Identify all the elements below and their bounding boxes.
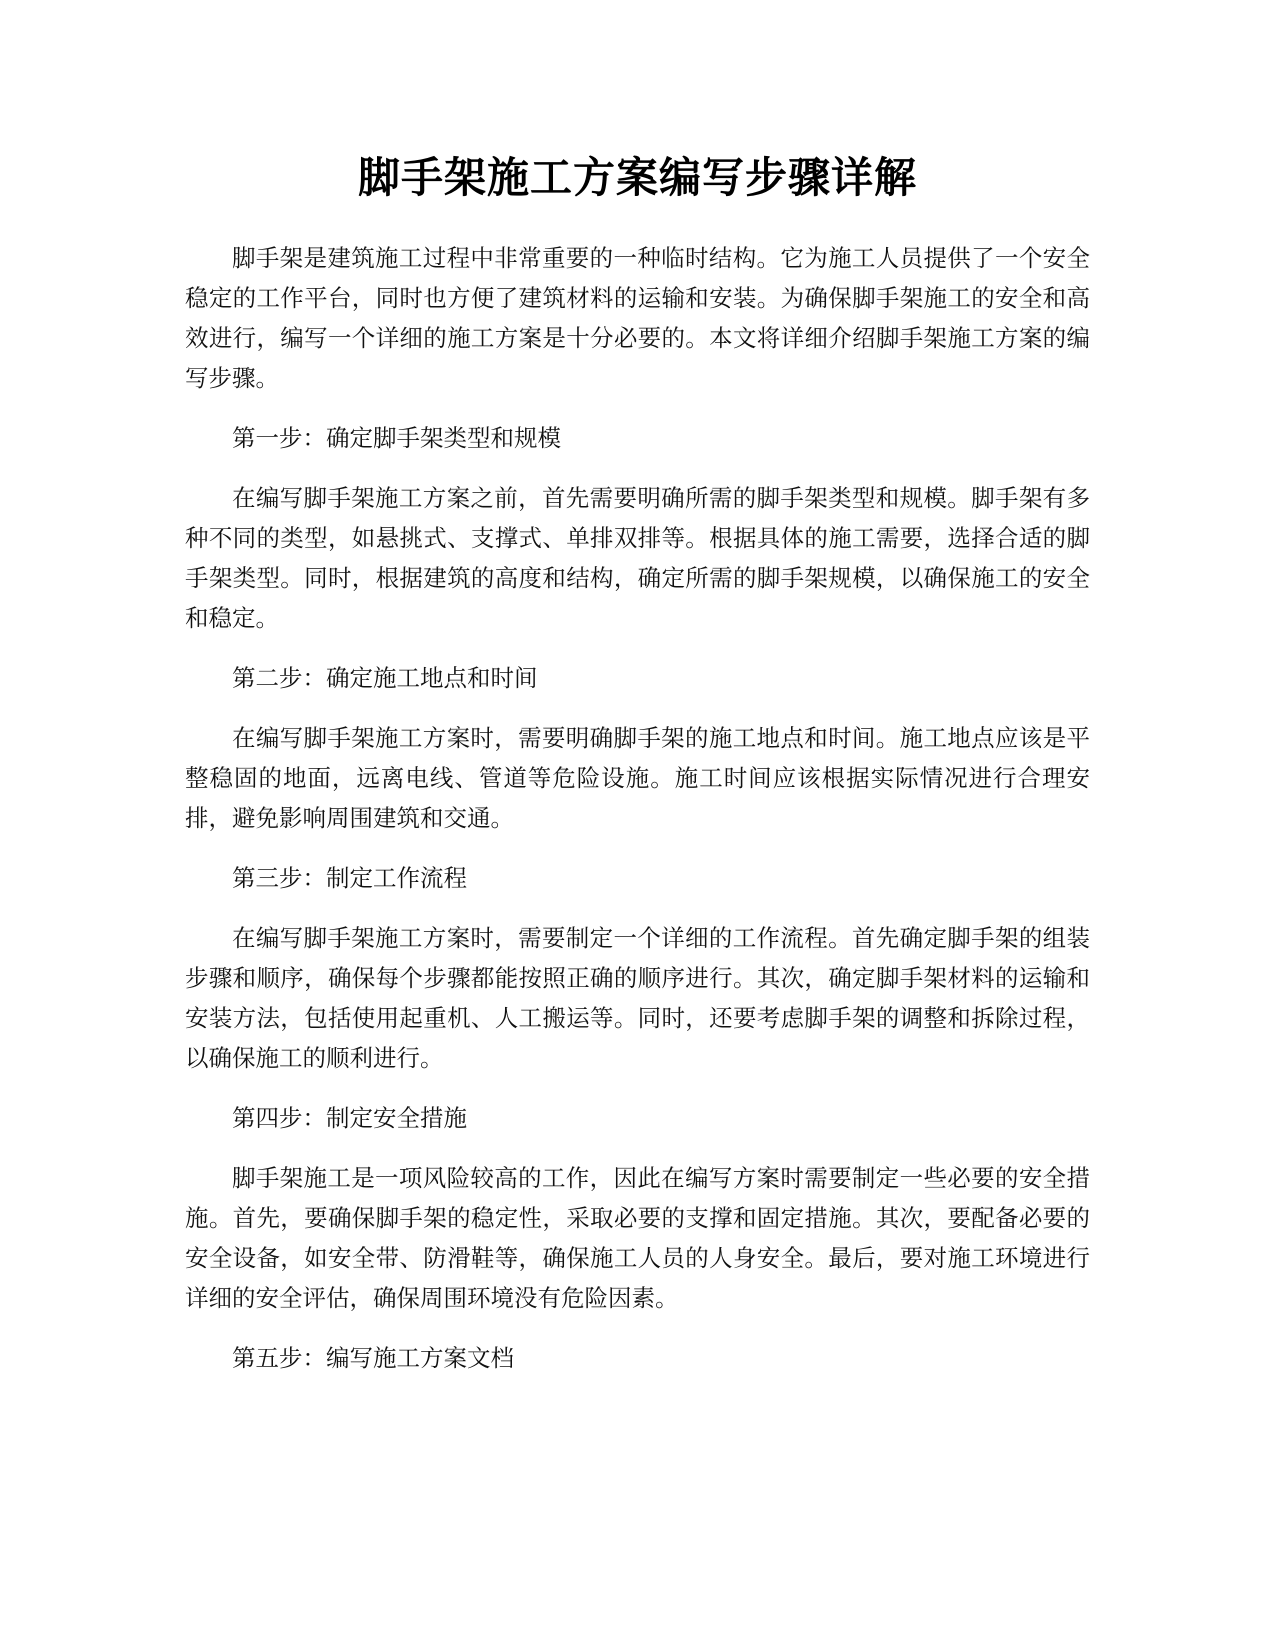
document-body [185, 238, 1090, 1398]
step-1-paragraph: 在编写脚手架施工方案之前，首先需要明确所需的脚手架类型和规模。脚手架有多种不同的类型，如悬挑式、支撑式、单排双排等。根据具体的施工需要，选择合适的脚手架类型。同时，根据建筑的高度和结构，确定所需的脚手架规模，以确保施工的安全和稳定。 [185, 484, 1090, 632]
step-2-paragraph: 在编写脚手架施工方案时，需要明确脚手架的施工地点和时间。施工地点应该是平整稳固的地面，远离电线、管道等危险设施。施工时间应该根据实际情况进行合理安排，避免影响周围建筑和交通。 [185, 724, 1090, 832]
document-title: 脚手架施工方案编写步骤详解 [357, 153, 917, 202]
step-3-heading: 第三步：制定工作流程 [232, 864, 467, 892]
step-4-paragraph: 脚手架施工是一项风险较高的工作，因此在编写方案时需要制定一些必要的安全措施。首先，要确保脚手架的稳定性，采取必要的支撑和固定措施。其次，要配备必要的安全设备，如安全带、防滑鞋等，确保施工人员的人身安全。最后，要对施工环境进行详细的安全评估，确保周围环境没有危险因素。 [185, 1164, 1090, 1312]
intro-paragraph: 脚手架是建筑施工过程中非常重要的一种临时结构。它为施工人员提供了一个安全稳定的工作平台，同时也方便了建筑材料的运输和安装。为确保脚手架施工的安全和高效进行，编写一个详细的施工方案是十分必要的。本文将详细介绍脚手架施工方案的编写步骤。 [185, 244, 1090, 392]
step-4-heading: 第四步：制定安全措施 [232, 1104, 467, 1132]
step-5-heading: 第五步：编写施工方案文档 [232, 1344, 514, 1372]
step-1-heading: 第一步：确定脚手架类型和规模 [232, 424, 561, 452]
step-2-heading: 第二步：确定施工地点和时间 [232, 664, 538, 692]
step-3-paragraph: 在编写脚手架施工方案时，需要制定一个详细的工作流程。首先确定脚手架的组装步骤和顺序，确保每个步骤都能按照正确的顺序进行。其次，确定脚手架材料的运输和安装方法，包括使用起重机、人工搬运等。同时，还要考虑脚手架的调整和拆除过程，以确保施工的顺利进行。 [185, 924, 1090, 1072]
